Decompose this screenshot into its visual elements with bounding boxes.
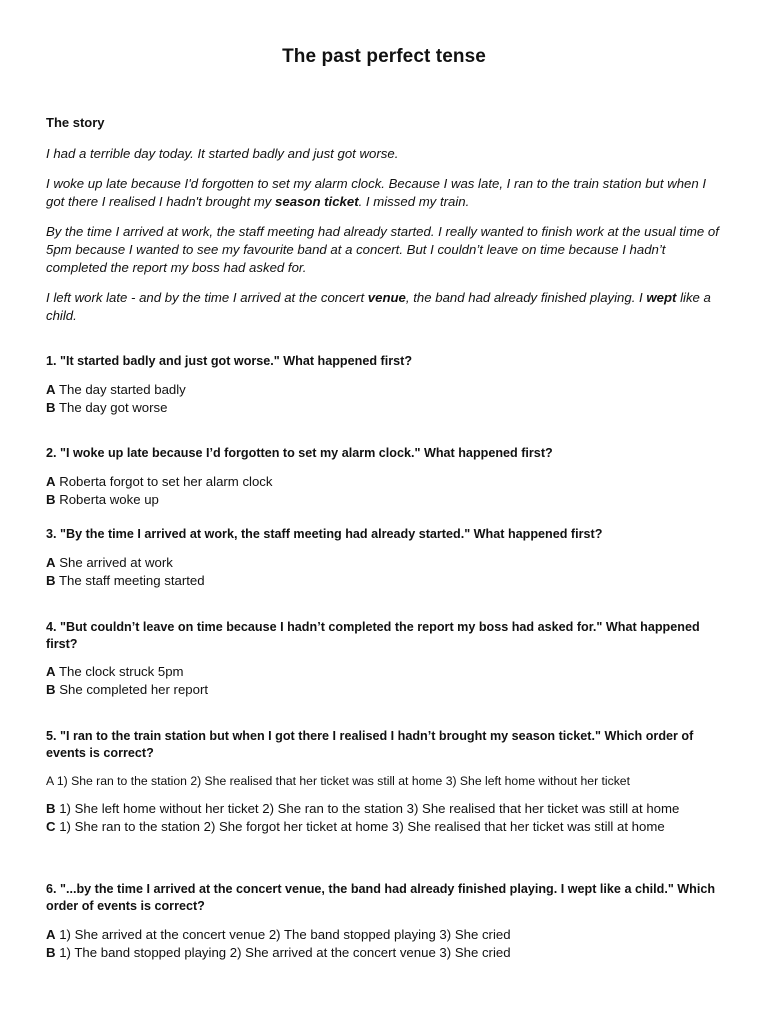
option-text: 1) She left home without her ticket 2) She ran to the station 3) She realised that her ticket was still at home	[55, 801, 680, 816]
option-6b	[46, 944, 726, 962]
option-text: She arrived at work	[55, 555, 173, 570]
question-2-options	[46, 473, 726, 509]
story-p4-text-c: like a child.	[46, 290, 711, 323]
option-letter: A	[46, 382, 56, 397]
story-text	[46, 145, 726, 337]
option-text: 1) The band stopped playing 2) She arrived at the concert venue 3) She cried	[55, 945, 511, 960]
option-text: The staff meeting started	[55, 573, 205, 588]
question-6-options	[46, 926, 726, 962]
option-4a	[46, 663, 726, 681]
option-1b	[46, 399, 726, 417]
question-5: 5. "I ran to the train station but when I got there I realised I hadn’t brought my season ticket." Which order of events is correct?	[46, 729, 694, 760]
option-text: 1) She ran to the station 2) She forgot her ticket at home 3) She realised that her ticket was still at home	[55, 819, 665, 834]
question-4: 4. "But couldn’t leave on time because I hadn’t completed the report my boss had asked for." What happened first?	[46, 620, 700, 651]
story-p2-text-a: I woke up late because I'd forgotten to set my alarm clock. Because I was late, I ran to the train station but when I got there I realised I hadn't brought my	[46, 176, 707, 209]
option-letter: A	[46, 664, 56, 679]
option-letter: B	[46, 945, 56, 960]
option-text: The clock struck 5pm	[55, 664, 184, 679]
question-1-options	[46, 381, 726, 417]
option-text: 1) She arrived at the concert venue 2) The band stopped playing 3) She cried	[55, 927, 511, 942]
option-6a	[46, 926, 726, 944]
option-letter: B	[46, 492, 56, 507]
option-2b	[46, 491, 726, 509]
option-text: Roberta forgot to set her alarm clock	[55, 474, 273, 489]
option-4b	[46, 681, 726, 699]
question-5-options	[46, 772, 726, 836]
story-p3-text: By the time I arrived at work, the staff meeting had already started. I really wanted to finish work at the usual time of 5pm because I wanted to see my favourite band at a concert. But I couldn’t leave on time because I hadn’t completed the report my boss had asked for.	[46, 224, 719, 275]
story-paragraph-2	[46, 175, 726, 211]
question-3: 3. "By the time I arrived at work, the staff meeting had already started." What happened first?	[46, 527, 603, 541]
option-text: The day started badly	[55, 382, 186, 397]
option-1a	[46, 381, 726, 399]
story-heading: The story	[46, 115, 105, 130]
story-paragraph-4	[46, 289, 726, 325]
page-title: The past perfect tense	[282, 46, 486, 67]
option-text: 1) She ran to the station 2) She realised that her ticket was still at home 3) She left home without her ticket	[53, 774, 630, 788]
option-letter: B	[46, 400, 56, 415]
story-p2-text-b: . I missed my train.	[358, 194, 470, 209]
question-3-options	[46, 554, 726, 590]
story-p1-text: I had a terrible day today. It started badly and just got worse.	[46, 146, 399, 161]
question-4-options	[46, 663, 726, 699]
option-letter: A	[46, 474, 56, 489]
option-5a	[46, 772, 726, 790]
option-letter: B	[46, 801, 56, 816]
option-letter: B	[46, 573, 56, 588]
option-text: The day got worse	[55, 400, 168, 415]
option-letter: A	[46, 774, 54, 788]
story-p2-bold: season ticket	[275, 194, 359, 209]
story-p4-bold-wept: wept	[646, 290, 677, 305]
story-p4-bold-venue: venue	[367, 290, 406, 305]
option-2a	[46, 473, 726, 491]
option-5b	[46, 800, 726, 818]
story-p4-text-b: , the band had already finished playing. I	[405, 290, 647, 305]
question-1: 1. "It started badly and just got worse." What happened first?	[46, 354, 413, 368]
option-5c	[46, 818, 726, 836]
story-p4-text-a: I left work late - and by the time I arrived at the concert	[46, 290, 368, 305]
story-paragraph-1	[46, 145, 726, 163]
option-3a	[46, 554, 726, 572]
option-text: Roberta woke up	[55, 492, 159, 507]
option-letter: B	[46, 682, 56, 697]
story-paragraph-3	[46, 223, 726, 277]
option-letter: C	[46, 819, 56, 834]
option-letter: A	[46, 927, 56, 942]
option-letter: A	[46, 555, 56, 570]
option-3b	[46, 572, 726, 590]
option-text: She completed her report	[55, 682, 209, 697]
question-6: 6. "...by the time I arrived at the concert venue, the band had already finished playing. I wept like a child." Which order of events is correct?	[46, 882, 716, 913]
question-2: 2. "I woke up late because I’d forgotten to set my alarm clock." What happened first?	[46, 446, 553, 460]
